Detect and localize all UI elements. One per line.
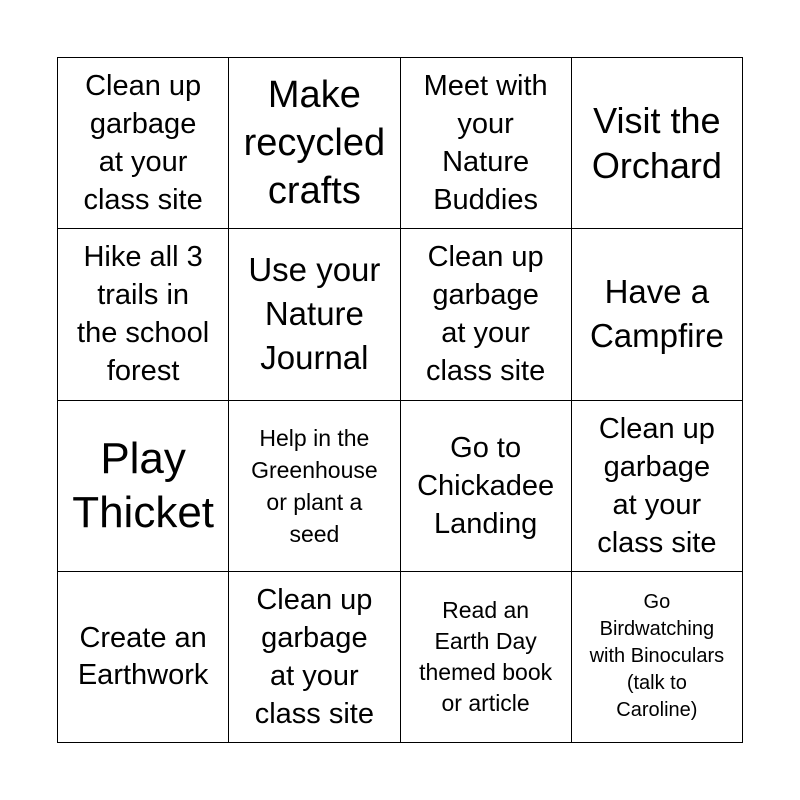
cell-text: Read an Earth Day themed book or article (419, 596, 553, 716)
bingo-cell[interactable] (229, 58, 400, 229)
bingo-board (57, 57, 743, 743)
bingo-cell[interactable] (572, 572, 743, 743)
cell-text: Go Birdwatching with Binoculars (talk to Caroline) (589, 591, 725, 722)
cell-text: Make recycled crafts (243, 74, 386, 213)
cell-text: Visit the Orchard (591, 100, 722, 187)
cell-text: Help in the Greenhouse or plant a seed (251, 424, 378, 547)
cell-text: Clean up garbage at your class site (425, 241, 546, 388)
bingo-cell[interactable] (229, 229, 400, 400)
bingo-cell[interactable] (401, 229, 572, 400)
bingo-cell[interactable] (401, 401, 572, 572)
bingo-cell[interactable] (58, 58, 229, 229)
bingo-cell[interactable] (572, 229, 743, 400)
cell-text: Clean up garbage at your class site (254, 583, 374, 730)
cell-text: Clean up garbage at your class site (597, 412, 717, 559)
cell-text: Hike all 3 trails in the school forest (77, 241, 210, 388)
bingo-cell[interactable] (572, 401, 743, 572)
bingo-cell[interactable] (229, 572, 400, 743)
bingo-cell[interactable] (572, 58, 743, 229)
bingo-cell[interactable] (58, 572, 229, 743)
bingo-cell[interactable] (58, 229, 229, 400)
bingo-cell[interactable] (401, 58, 572, 229)
cell-text: Clean up garbage at your class site (83, 70, 203, 217)
bingo-cell[interactable] (229, 401, 400, 572)
cell-text: Create an Earthwork (77, 621, 209, 691)
bingo-cell[interactable] (58, 401, 229, 572)
cell-text: Use your Nature Journal (248, 251, 381, 377)
cell-text: Meet with your Nature Buddies (423, 70, 548, 217)
bingo-cell[interactable] (401, 572, 572, 743)
cell-text: Play Thicket (72, 433, 215, 537)
cell-text: Have a Campfire (589, 273, 724, 355)
cell-text: Go to Chickadee Landing (417, 431, 555, 540)
